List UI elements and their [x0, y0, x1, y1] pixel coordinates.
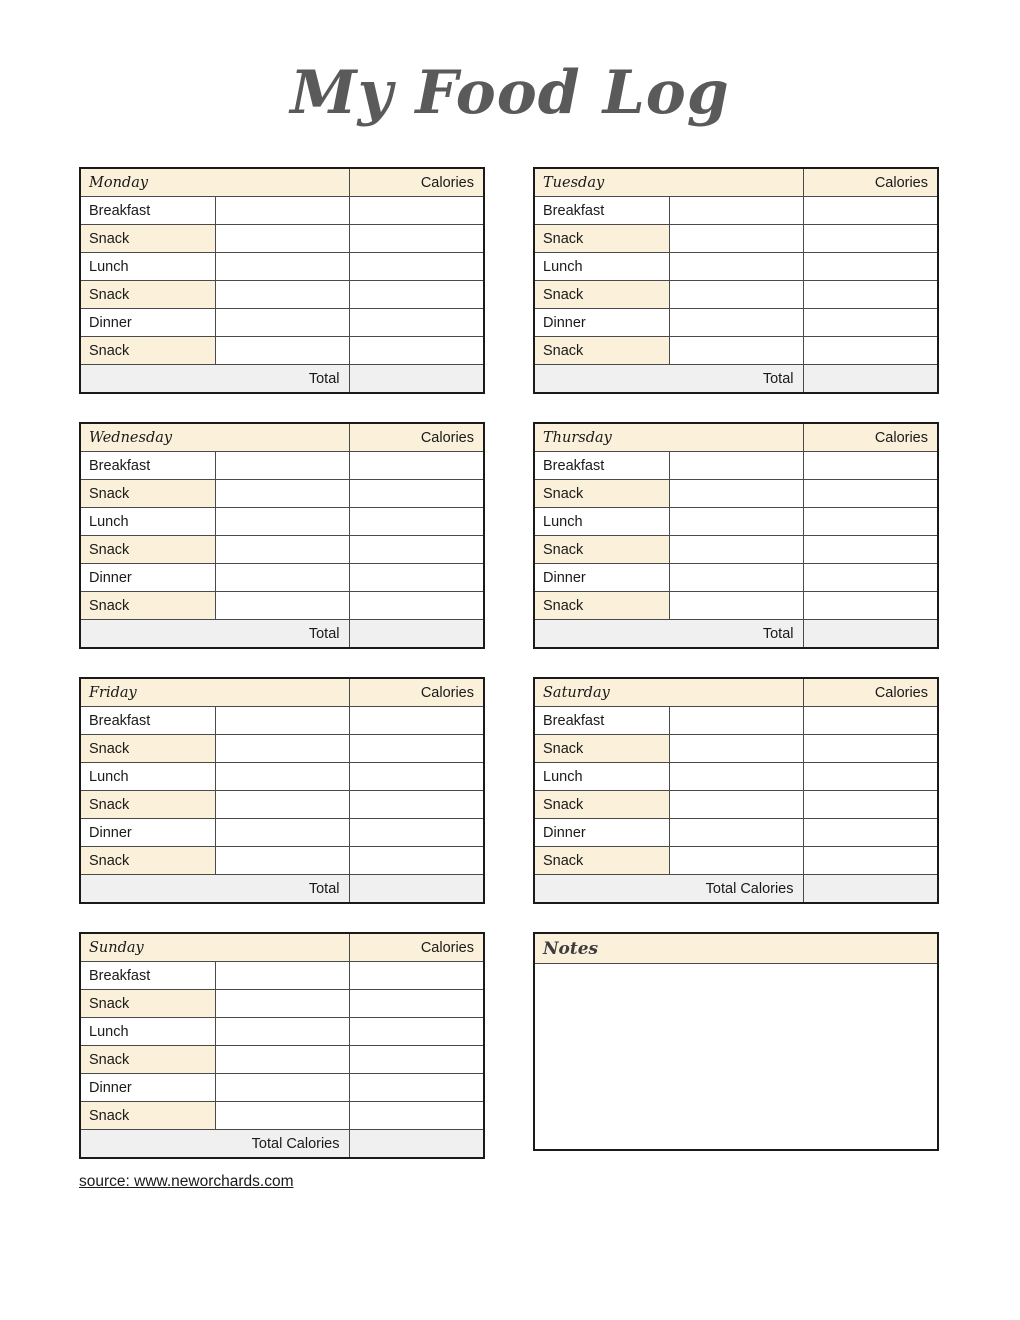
calories-header: Calories [349, 424, 483, 452]
meal-calories-field[interactable] [803, 225, 937, 253]
meal-entry-field[interactable] [669, 763, 803, 791]
meal-label: Snack [535, 480, 669, 508]
total-label: Total [535, 620, 803, 648]
meal-entry-field[interactable] [669, 564, 803, 592]
meal-entry-field[interactable] [669, 309, 803, 337]
meal-calories-field[interactable] [349, 197, 483, 225]
meal-calories-field[interactable] [349, 253, 483, 281]
day-card-thursday [533, 422, 939, 649]
meal-calories-field[interactable] [803, 592, 937, 620]
meal-calories-field[interactable] [349, 847, 483, 875]
table-row [81, 819, 483, 847]
meal-calories-field[interactable] [349, 452, 483, 480]
source-link[interactable]: source: www.neworchards.com [79, 1173, 294, 1190]
day-name-sunday: Sunday [81, 934, 349, 962]
day-card-saturday [533, 677, 939, 904]
meal-label: Snack [81, 1102, 215, 1130]
total-label: Total [81, 365, 349, 393]
meal-label: Dinner [81, 819, 215, 847]
meal-entry-field[interactable] [215, 197, 349, 225]
meal-entry-field[interactable] [669, 592, 803, 620]
meal-calories-field[interactable] [349, 1018, 483, 1046]
meal-label: Lunch [81, 1018, 215, 1046]
meal-label: Snack [535, 592, 669, 620]
day-card-sunday [79, 932, 485, 1159]
meal-entry-field[interactable] [215, 337, 349, 365]
total-label: Total Calories [81, 1130, 349, 1158]
notes-textarea[interactable] [535, 964, 937, 1149]
table-row [81, 707, 483, 735]
meal-calories-field[interactable] [349, 564, 483, 592]
table-row [535, 197, 937, 225]
meal-label: Snack [81, 592, 215, 620]
meal-label: Snack [81, 281, 215, 309]
table-row [535, 281, 937, 309]
day-name-friday: Friday [81, 679, 349, 707]
table-row [81, 962, 483, 990]
meal-label: Snack [535, 536, 669, 564]
meal-calories-field[interactable] [349, 592, 483, 620]
total-row [535, 365, 937, 393]
table-row [81, 592, 483, 620]
meal-label: Snack [535, 735, 669, 763]
meal-entry-field[interactable] [215, 564, 349, 592]
table-row [535, 735, 937, 763]
table-row [535, 791, 937, 819]
meal-entry-field[interactable] [215, 253, 349, 281]
meal-calories-field[interactable] [349, 962, 483, 990]
meal-label: Snack [81, 990, 215, 1018]
notes-title: Notes [535, 934, 937, 964]
table-row [535, 847, 937, 875]
meal-calories-field[interactable] [803, 819, 937, 847]
meal-entry-field[interactable] [215, 791, 349, 819]
total-row [81, 1130, 483, 1158]
meal-entry-field[interactable] [215, 225, 349, 253]
meal-calories-field[interactable] [803, 309, 937, 337]
day-table-tuesday [535, 169, 937, 392]
meal-calories-field[interactable] [803, 847, 937, 875]
day-table-wednesday [81, 424, 483, 647]
table-row [535, 819, 937, 847]
table-row [81, 452, 483, 480]
meal-entry-field[interactable] [215, 452, 349, 480]
total-calories-field[interactable] [349, 620, 483, 648]
meal-label: Dinner [81, 564, 215, 592]
table-row [81, 763, 483, 791]
meal-label: Snack [81, 847, 215, 875]
notes-card [533, 932, 939, 1151]
table-row [535, 707, 937, 735]
meal-entry-field[interactable] [215, 1046, 349, 1074]
day-name-wednesday: Wednesday [81, 424, 349, 452]
day-cards-grid [79, 167, 939, 1187]
meal-entry-field[interactable] [215, 735, 349, 763]
meal-entry-field[interactable] [215, 1018, 349, 1046]
table-row [81, 735, 483, 763]
meal-calories-field[interactable] [803, 253, 937, 281]
total-calories-field[interactable] [349, 875, 483, 903]
table-row [81, 1102, 483, 1130]
table-row [81, 309, 483, 337]
meal-entry-field[interactable] [215, 1074, 349, 1102]
meal-label: Snack [535, 281, 669, 309]
meal-label: Snack [81, 225, 215, 253]
total-label: Total [81, 875, 349, 903]
meal-calories-field[interactable] [349, 536, 483, 564]
meal-label: Snack [81, 536, 215, 564]
total-calories-field[interactable] [803, 620, 937, 648]
table-row [535, 309, 937, 337]
meal-entry-field[interactable] [669, 452, 803, 480]
meal-calories-field[interactable] [803, 536, 937, 564]
meal-calories-field[interactable] [349, 1102, 483, 1130]
meal-entry-field[interactable] [669, 225, 803, 253]
meal-entry-field[interactable] [215, 536, 349, 564]
meal-label: Breakfast [535, 197, 669, 225]
meal-entry-field[interactable] [215, 819, 349, 847]
meal-calories-field[interactable] [349, 819, 483, 847]
meal-label: Dinner [535, 309, 669, 337]
meal-entry-field[interactable] [669, 197, 803, 225]
day-table-thursday [535, 424, 937, 647]
meal-calories-field[interactable] [803, 707, 937, 735]
meal-calories-field[interactable] [349, 281, 483, 309]
meal-calories-field[interactable] [349, 763, 483, 791]
meal-entry-field[interactable] [669, 253, 803, 281]
meal-label: Snack [535, 225, 669, 253]
meal-label: Breakfast [81, 197, 215, 225]
meal-entry-field[interactable] [215, 1102, 349, 1130]
calories-header: Calories [803, 679, 937, 707]
table-row [81, 480, 483, 508]
total-row [81, 365, 483, 393]
total-calories-field[interactable] [803, 365, 937, 393]
day-table-saturday [535, 679, 937, 902]
meal-calories-field[interactable] [349, 309, 483, 337]
table-row [535, 592, 937, 620]
meal-entry-field[interactable] [669, 735, 803, 763]
calories-header: Calories [349, 934, 483, 962]
meal-label: Lunch [81, 253, 215, 281]
meal-calories-field[interactable] [349, 480, 483, 508]
meal-entry-field[interactable] [669, 480, 803, 508]
meal-label: Snack [535, 337, 669, 365]
meal-entry-field[interactable] [669, 707, 803, 735]
table-row [81, 564, 483, 592]
meal-calories-field[interactable] [349, 225, 483, 253]
meal-label: Lunch [81, 508, 215, 536]
table-row [535, 536, 937, 564]
meal-entry-field[interactable] [215, 309, 349, 337]
meal-entry-field[interactable] [669, 337, 803, 365]
table-row [535, 225, 937, 253]
table-row [81, 253, 483, 281]
meal-entry-field[interactable] [215, 763, 349, 791]
day-name-monday: Monday [81, 169, 349, 197]
table-row [535, 253, 937, 281]
meal-calories-field[interactable] [803, 281, 937, 309]
total-label: Total [535, 365, 803, 393]
meal-entry-field[interactable] [669, 847, 803, 875]
meal-label: Lunch [81, 763, 215, 791]
table-header-row [535, 169, 937, 197]
table-header-row [81, 169, 483, 197]
meal-entry-field[interactable] [215, 480, 349, 508]
meal-calories-field[interactable] [349, 791, 483, 819]
page-title: My Food Log [290, 58, 730, 128]
meal-entry-field[interactable] [215, 707, 349, 735]
meal-entry-field[interactable] [669, 536, 803, 564]
card-row [79, 167, 939, 394]
meal-calories-field[interactable] [349, 1046, 483, 1074]
total-row [81, 875, 483, 903]
meal-calories-field[interactable] [349, 1074, 483, 1102]
calories-header: Calories [349, 169, 483, 197]
meal-calories-field[interactable] [349, 990, 483, 1018]
meal-label: Snack [81, 1046, 215, 1074]
table-row [81, 1018, 483, 1046]
meal-label: Snack [81, 735, 215, 763]
meal-calories-field[interactable] [349, 337, 483, 365]
calories-header: Calories [349, 679, 483, 707]
meal-label: Snack [81, 480, 215, 508]
table-row [81, 990, 483, 1018]
day-table-sunday [81, 934, 483, 1157]
meal-calories-field[interactable] [803, 791, 937, 819]
calories-header: Calories [803, 424, 937, 452]
day-name-tuesday: Tuesday [535, 169, 803, 197]
meal-entry-field[interactable] [215, 962, 349, 990]
table-row [81, 225, 483, 253]
table-header-row [81, 424, 483, 452]
day-table-friday [81, 679, 483, 902]
meal-label: Breakfast [535, 707, 669, 735]
meal-label: Lunch [535, 508, 669, 536]
table-header-row [535, 424, 937, 452]
meal-entry-field[interactable] [669, 281, 803, 309]
total-label: Total Calories [535, 875, 803, 903]
meal-calories-field[interactable] [803, 197, 937, 225]
meal-label: Breakfast [535, 452, 669, 480]
card-row [79, 932, 939, 1159]
meal-label: Lunch [535, 763, 669, 791]
meal-label: Snack [81, 337, 215, 365]
day-name-thursday: Thursday [535, 424, 803, 452]
meal-label: Lunch [535, 253, 669, 281]
meal-calories-field[interactable] [803, 564, 937, 592]
meal-entry-field[interactable] [215, 990, 349, 1018]
meal-calories-field[interactable] [803, 735, 937, 763]
meal-entry-field[interactable] [215, 508, 349, 536]
table-row [81, 791, 483, 819]
table-row [81, 1074, 483, 1102]
day-name-saturday: Saturday [535, 679, 803, 707]
meal-entry-field[interactable] [215, 281, 349, 309]
day-card-tuesday [533, 167, 939, 394]
table-row [535, 508, 937, 536]
meal-label: Snack [535, 847, 669, 875]
day-card-monday [79, 167, 485, 394]
card-row [79, 677, 939, 904]
total-row [535, 620, 937, 648]
meal-calories-field[interactable] [349, 735, 483, 763]
total-calories-field[interactable] [349, 1130, 483, 1158]
calories-header: Calories [803, 169, 937, 197]
table-row [81, 508, 483, 536]
total-row [81, 620, 483, 648]
total-calories-field[interactable] [349, 365, 483, 393]
day-table-monday [81, 169, 483, 392]
total-row [535, 875, 937, 903]
total-calories-field[interactable] [803, 875, 937, 903]
meal-label: Dinner [81, 309, 215, 337]
meal-entry-field[interactable] [215, 592, 349, 620]
meal-label: Breakfast [81, 707, 215, 735]
table-header-row [81, 679, 483, 707]
table-row [81, 1046, 483, 1074]
table-row [535, 480, 937, 508]
table-header-row [535, 679, 937, 707]
meal-entry-field[interactable] [669, 819, 803, 847]
meal-calories-field[interactable] [803, 763, 937, 791]
total-label: Total [81, 620, 349, 648]
table-row [535, 452, 937, 480]
meal-calories-field[interactable] [803, 480, 937, 508]
card-row [79, 422, 939, 649]
meal-entry-field[interactable] [669, 508, 803, 536]
table-row [81, 337, 483, 365]
table-row [81, 847, 483, 875]
table-row [535, 564, 937, 592]
meal-label: Snack [535, 791, 669, 819]
meal-label: Dinner [81, 1074, 215, 1102]
meal-label: Snack [81, 791, 215, 819]
table-row [535, 337, 937, 365]
meal-calories-field[interactable] [349, 707, 483, 735]
day-card-wednesday [79, 422, 485, 649]
table-row [81, 536, 483, 564]
meal-label: Breakfast [81, 962, 215, 990]
meal-entry-field[interactable] [215, 847, 349, 875]
day-card-friday [79, 677, 485, 904]
table-row [535, 763, 937, 791]
meal-calories-field[interactable] [803, 337, 937, 365]
table-row [81, 281, 483, 309]
meal-label: Dinner [535, 819, 669, 847]
meal-entry-field[interactable] [669, 791, 803, 819]
meal-label: Dinner [535, 564, 669, 592]
meal-calories-field[interactable] [803, 452, 937, 480]
table-header-row [81, 934, 483, 962]
table-row [81, 197, 483, 225]
meal-calories-field[interactable] [803, 508, 937, 536]
meal-calories-field[interactable] [349, 508, 483, 536]
meal-label: Breakfast [81, 452, 215, 480]
